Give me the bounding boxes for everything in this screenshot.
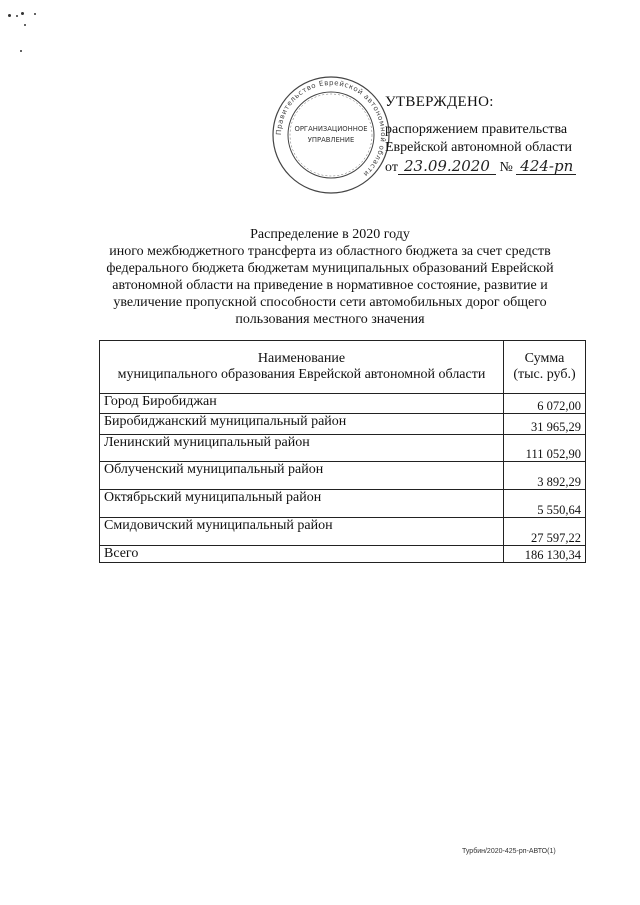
table-row [100,414,586,435]
number-label: № [499,160,513,175]
header-sum-line2: (тыс. руб.) [513,367,576,382]
approval-date-row [385,159,576,176]
approval-line2: Еврейской автономной области [385,140,572,155]
heading-line4: автономной области на приведение в нормативное состояние, развитие и [112,278,548,293]
footer-file-reference: Турбин/2020-425-рп-АВТО(1) [462,848,556,855]
date-value: 23.09.2020 [398,159,496,175]
stamp-center-line2: УПРАВЛЕНИЕ [307,136,355,144]
scan-specks [8,8,48,58]
row-name: Октябрьский муниципальный район [100,490,504,518]
approval-title: УТВЕРЖДЕНО: [385,94,494,110]
row-name: Смидовичский муниципальный район [100,518,504,546]
heading-line5: увеличение пропускной способности сети автомобильных дорог общего [113,295,547,310]
table-header-row [100,341,586,394]
official-stamp [270,74,392,196]
row-sum: 3 892,29 [504,462,586,490]
total-label: Всего [100,546,504,563]
row-name: Ленинский муниципальный район [100,435,504,462]
total-sum: 186 130,34 [504,546,586,563]
approval-block [385,94,576,176]
stamp-ring-text: Правительство Еврейской автономной области [274,78,388,179]
row-name: Облученский муниципальный район [100,462,504,490]
table-total-row [100,546,586,563]
table-row [100,462,586,490]
table-row [100,394,586,414]
table-row [100,435,586,462]
row-sum: 31 965,29 [504,414,586,435]
row-name: Биробиджанский муниципальный район [100,414,504,435]
heading-line1: Распределение в 2020 году [250,227,410,242]
header-name-cell [100,341,504,394]
document-heading [105,226,555,328]
heading-line2: иного межбюджетного трансферта из областного бюджета за счет средств [109,244,551,259]
row-name: Город Биробиджан [100,394,504,414]
header-sum-line1: Сумма [524,351,565,366]
header-sum-cell [504,341,586,394]
table-row [100,518,586,546]
row-sum: 111 052,90 [504,435,586,462]
approval-line1: распоряжением правительства [385,122,568,137]
heading-line3: федерального бюджета бюджетам муниципальных образований Еврейской [106,261,554,276]
header-name-line2: муниципального образования Еврейской автономной области [117,367,486,382]
stamp-center-line1: ОРГАНИЗАЦИОННОЕ [294,125,368,133]
heading-line6: пользования местного значения [235,312,425,327]
row-sum: 5 550,64 [504,490,586,518]
row-sum: 6 072,00 [504,394,586,414]
number-value: 424-рп [516,159,576,175]
table-row [100,490,586,518]
distribution-table [99,340,586,563]
date-prefix: от [385,160,398,175]
row-sum: 27 597,22 [504,518,586,546]
header-name-line1: Наименование [257,351,346,366]
